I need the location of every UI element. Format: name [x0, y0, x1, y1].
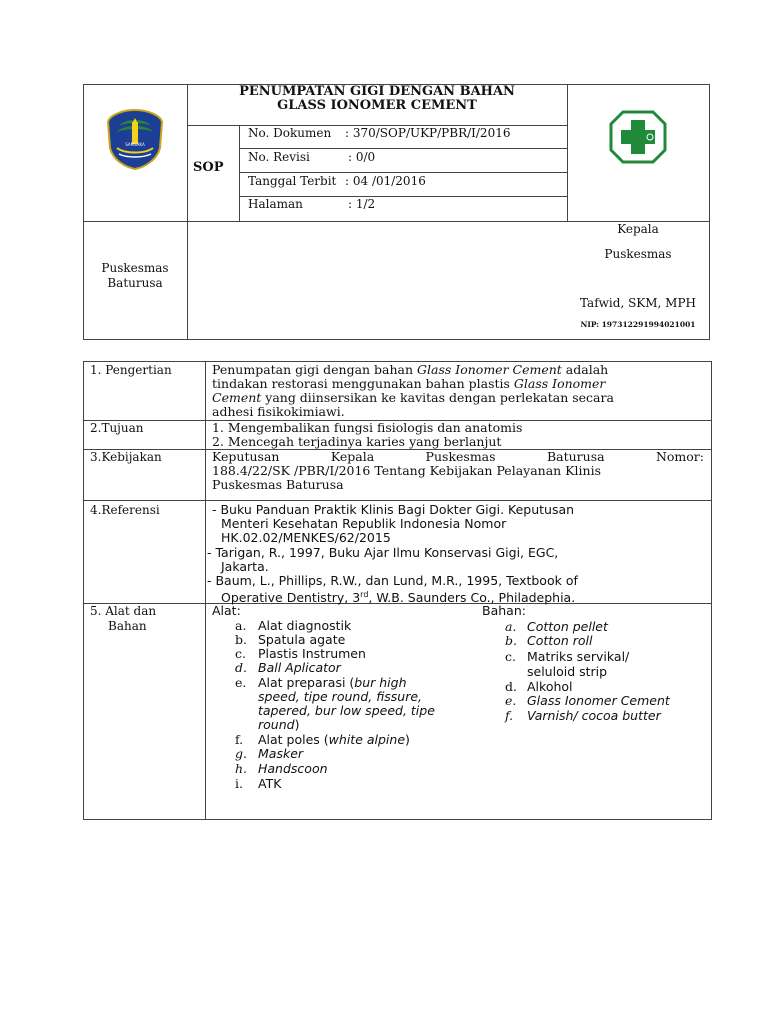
alat-item-text: Ball Aplicator — [258, 660, 341, 675]
no-dokumen-label: No. Dokumen — [248, 126, 332, 140]
logo-text: SAMSAKA — [125, 142, 145, 147]
bahan-item-text: Glass Ionomer Cement — [527, 693, 670, 708]
alat-item-text: Alat preparasi (bur high — [258, 675, 407, 690]
alat-item-text: Alat poles (white alpine) — [258, 732, 410, 747]
pengertian-line3: Cement yang diinsersikan ke kavitas dengan perlekatan secara — [212, 390, 614, 405]
sign-role-line2: Puskesmas — [604, 247, 672, 261]
tanggal-terbit-label: Tanggal Terbit — [248, 174, 337, 188]
bahan-item-text: Alkohol — [527, 679, 573, 694]
kebijakan-line2: 188.4/22/SK /PBR/I/2016 Tentang Kebijakan Pelayanan Klinis — [212, 463, 601, 478]
referensi-line: - Baum, L., Phillips, R.W., dan Lund, M.R., 1995, Textbook of — [207, 573, 578, 588]
bahan-item: d. — [505, 679, 517, 694]
superscript-rd: rd — [360, 590, 369, 599]
referensi-line: - Tarigan, R., 1997, Buku Ajar Ilmu Konservasi Gigi, EGC, — [207, 545, 559, 560]
alat-item-text: Spatula agate — [258, 632, 346, 647]
no-dokumen-value: : 370/SOP/UKP/PBR/I/2016 — [345, 126, 511, 140]
alat-item-text: Alat diagnostik — [258, 618, 352, 633]
doc-title-line1: PENUMPATAN GIGI DENGAN BAHAN — [239, 84, 515, 99]
bahan-item: c. — [505, 649, 516, 664]
alat-item-text: round) — [258, 717, 300, 732]
alat-item-text: Handscoon — [258, 761, 328, 776]
bahan-title: Bahan: — [482, 603, 526, 618]
alat-bahan-label-line1: 5. Alat dan — [90, 604, 157, 618]
pengertian-line4: adhesi fisikokimiawi. — [212, 404, 345, 419]
puskesmas-logo — [609, 110, 667, 164]
pengertian-label: 1. Pengertian — [90, 363, 172, 377]
referensi-line: Menteri Kesehatan Republik Indonesia Nomor — [221, 516, 507, 531]
tujuan-item: 2. Mencegah terjadinya karies yang berlanjut — [212, 434, 502, 449]
kebijakan-line1: Keputusan Kepala Puskesmas Baturusa Nomor: — [212, 450, 704, 464]
pengertian-line1: Penumpatan gigi dengan bahan Glass Ionomer Cement adalah — [212, 362, 609, 377]
bahan-item-text: Cotton roll — [527, 633, 593, 648]
sign-nip: NIP: 197312291994021001 — [580, 320, 696, 329]
bahan-item-text: Varnish/ cocoa butter — [527, 708, 661, 723]
bahan-item-text: Cotton pellet — [527, 619, 608, 634]
sop-label: SOP — [193, 160, 224, 175]
bahan-item-text: seluloid strip — [527, 664, 608, 679]
alat-title: Alat: — [212, 603, 241, 618]
halaman-value: : 1/2 — [348, 197, 376, 211]
halaman-label: Halaman — [248, 197, 303, 211]
alat-bahan-label-line2: Bahan — [108, 619, 147, 633]
sign-name: Tafwid, SKM, MPH — [579, 296, 696, 310]
alat-item-text: ATK — [258, 776, 282, 791]
org-name-line1: Puskesmas — [101, 261, 169, 275]
alat-item: g. — [235, 746, 247, 761]
alat-item: c. — [235, 646, 246, 661]
alat-item: e. — [235, 675, 247, 690]
referensi-line: Operative Dentistry, 3rd, W.B. Saunders Co., Philadephia. — [221, 590, 576, 606]
tanggal-terbit-value: : 04 /01/2016 — [345, 174, 426, 188]
alat-item: f. — [235, 732, 244, 747]
pengertian-line2: tindakan restorasi menggunakan bahan plastis Glass Ionomer — [212, 376, 606, 391]
bahan-item-text: Matriks servikal/ — [527, 649, 630, 664]
bahan-item: a. — [505, 619, 517, 634]
regency-logo — [105, 108, 165, 170]
referensi-label: 4.Referensi — [90, 503, 160, 517]
tujuan-item: 1. Mengembalikan fungsi fisiologis dan anatomis — [212, 420, 523, 435]
kebijakan-line3: Puskesmas Baturusa — [212, 477, 344, 492]
doc-title-line2: GLASS IONOMER CEMENT — [277, 98, 477, 113]
sign-role-line1: Kepala — [617, 222, 659, 236]
alat-item: d. — [235, 660, 247, 675]
no-revisi-label: No. Revisi — [248, 150, 310, 164]
alat-item: i. — [235, 776, 243, 791]
referensi-line: - Buku Panduan Praktik Klinis Bagi Dokter Gigi. Keputusan — [212, 502, 575, 517]
bahan-item: b. — [505, 633, 517, 648]
alat-item-text: Masker — [258, 746, 304, 761]
referensi-line: Jakarta. — [221, 559, 269, 574]
tujuan-label: 2.Tujuan — [90, 421, 144, 435]
alat-item-text: speed, tipe round, fissure, — [258, 689, 423, 704]
referensi-line: HK.02.02/MENKES/62/2015 — [221, 530, 391, 545]
kebijakan-label: 3.Kebijakan — [90, 450, 162, 464]
alat-item: a. — [235, 618, 247, 633]
bahan-item: f. — [505, 708, 514, 723]
alat-item-text: Plastis Instrumen — [258, 646, 366, 661]
alat-item-text: tapered, bur low speed, tipe — [258, 703, 435, 718]
no-revisi-value: : 0/0 — [348, 150, 376, 164]
alat-item: h. — [235, 761, 248, 776]
org-name-line2: Baturusa — [107, 276, 163, 290]
bahan-item: e. — [505, 693, 517, 708]
alat-item: b. — [235, 632, 247, 647]
